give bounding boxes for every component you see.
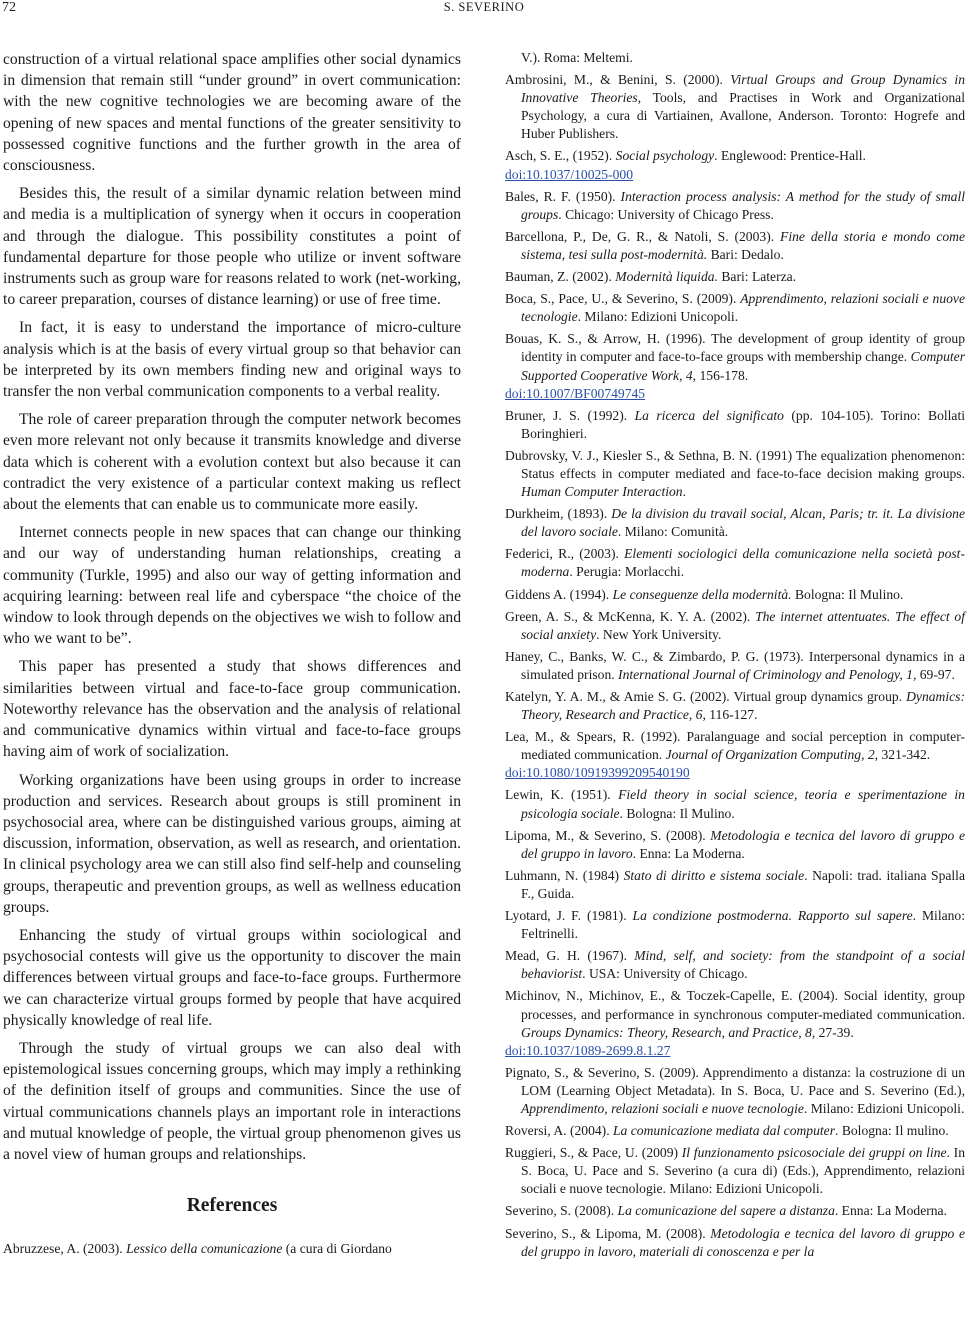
reference-title: Computer Supported Cooperative Work, 4 <box>521 349 965 383</box>
doi-link[interactable]: doi:10.1007/BF00749745 <box>505 385 646 401</box>
left-column <box>3 49 461 1265</box>
body-paragraph: construction of a virtual relational space amplifies other social dynamics in dimension that remain still “under ground” in overt communication: with the new cognitive technologies we are becoming aware of the opening of new spaces and mental functions of the greater sensitivity to possessed cognitive functions and the further growth in the area of consciousness. <box>3 51 461 175</box>
reference-text: Luhmann, N. (1984) <box>505 867 624 883</box>
doi-link[interactable]: doi:10.1037/1089-2699.8.1.27 <box>505 1042 671 1058</box>
reference-title: The internet attentuates. The effect of social anxiety <box>521 608 965 642</box>
reference-text: Michinov, N., Michinov, E., & Toczek-Capelle, E. (2004). Social identity, group processes, and performance in synchronous computer-mediated communication. <box>505 988 965 1022</box>
reference-text: Pignato, S., & Severino, S. (2009). Apprendimento a distanza: la costruzione di un LOM (Learning Object Metadata). In S. Boca, U. Pace and S. Severino (Ed.), <box>505 1064 965 1098</box>
reference-text: Bari: Dedalo. <box>707 246 784 262</box>
reference-entry <box>505 586 965 604</box>
reference-entry <box>505 688 965 724</box>
reference-text: Lyotard, J. F. (1981). <box>505 908 633 924</box>
reference-entry <box>505 786 965 822</box>
reference-text: , 116-127. <box>702 707 758 723</box>
reference-entry <box>505 827 965 863</box>
reference-text: , Tools, and Practises in Work and Organizational Psychology, a cura di Vartiainen, Avallone, Anderson. Toronto: Hogrefe and Huber Publishers. <box>521 90 965 142</box>
reference-text: (pp. 104-105). Torino: Bollati Boringhieri. <box>521 407 966 441</box>
reference-text: Ambrosini, M., & Benini, S. (2000). <box>505 72 731 88</box>
reference-text: Lea, M., & Spears, R. (1992). Paralanguage and social perception in computer-mediated communication. <box>505 729 965 763</box>
reference-title: International Journal of Criminology and Penology, 1 <box>618 666 913 682</box>
reference-text: . <box>682 484 687 500</box>
reference-title: Le conseguenze della modernità. <box>612 586 792 602</box>
reference-entry <box>505 648 965 684</box>
reference-text: . Milano: Feltrinelli. <box>521 908 966 942</box>
reference-entry <box>505 447 965 501</box>
body-paragraph: Working organizations have been using groups in order to increase production and services. Research about groups is still prominent in psychosocial area, where can be distinguished various groups, aiming at discussion, information, observation, as well as research, and orientation. In clinical psychology area we can still also find self-help and counseling groups, therapeutic and prevention groups, as well as wellness education groups. <box>3 771 461 916</box>
references-heading: References <box>186 1195 278 1217</box>
reference-list <box>505 49 965 1265</box>
reference-entry <box>505 1144 965 1198</box>
reference-title: Metodologia e tecnica del lavoro di gruppo e del gruppo in lavoro, materiali di conoscenza e per la <box>521 1225 965 1259</box>
reference-text: . New York University. <box>596 626 722 642</box>
reference-title: La ricerca del significato <box>634 407 784 423</box>
reference-text: Boca, S., Pace, U., & Severino, S. (2009). <box>505 291 741 307</box>
body-paragraph: Through the study of virtual groups we can also deal with epistemological issues concerning groups, which may imply a rethinking of the definition itself of groups and communities. Since the use of virtual communications channels plays an important role in interactions and mutual knowledge of people, the virtual group phenomenon gives us a novel view of human groups and relationships. <box>3 1039 461 1163</box>
reference-title: Dynamics: Theory, Research and Practice, 6 <box>521 689 965 723</box>
reference-entry <box>505 728 965 782</box>
body-paragraph: The role of career preparation through the computer network becomes even more relevant not only because it transmits knowledge and diverse data which is coherent with a evolution context but also because it can contradict the very existence of a particular context making us reflect about the elements that can enable us to communicate more easily. <box>3 411 461 514</box>
reference-entry <box>505 147 965 183</box>
reference-title: Elementi sociologici della comunicazione nella società post-moderna <box>521 546 965 580</box>
reference-text: . Bologna: Il mulino. <box>835 1123 949 1139</box>
page-number: 72 <box>2 0 16 15</box>
reference-text: , 321-342. <box>874 747 931 763</box>
reference-text: Abruzzese, A. (2003). <box>3 1241 127 1257</box>
reference-entry <box>505 290 965 326</box>
reference-title: De la division du travail social, Alcan, Paris; tr. it. La divisione del lavoro sociale <box>521 506 965 540</box>
reference-text: . Enna: La Moderna. <box>834 1203 947 1219</box>
reference-text: Giddens A. (1994). <box>505 586 613 602</box>
reference-entry <box>505 987 965 1059</box>
reference-text: . Milano: Edizioni Unicopoli. <box>577 309 739 325</box>
reference-text: , 69-97. <box>912 666 955 682</box>
reference-title: La condizione postmoderna. Rapporto sul sapere <box>632 908 913 924</box>
reference-entry <box>505 268 965 286</box>
reference-title: Journal of Organization Computing, 2 <box>665 747 875 763</box>
reference-entry <box>505 1122 965 1140</box>
body-paragraph: Enhancing the study of virtual groups within sociological and psychosocial contests will give us the opportunity to discover the main differences between virtual groups and face-to-face groups. Furthermore we can characterize virtual groups formed by people that have acquired physically knowledge of real life. <box>3 926 461 1029</box>
body-paragraph: In fact, it is easy to understand the importance of micro-culture analysis which is at the basis of every virtual group so that behavior can be interpreted by its own members finding new and original ways to transfer the non verbal communication components to a verbal reality. <box>3 319 461 401</box>
reference-entry <box>3 1240 461 1258</box>
reference-text: Bari: Laterza. <box>717 269 797 285</box>
reference-text: Green, A. S., & McKenna, K. Y. A. (2002). <box>505 608 756 624</box>
reference-text: . USA: University of Chicago. <box>582 966 748 982</box>
reference-entry <box>505 907 965 943</box>
reference-title: Apprendimento, relazioni sociali e nuove tecnologie <box>521 1100 804 1116</box>
doi-link[interactable]: doi:10.1080/10919399209540190 <box>505 765 690 781</box>
reference-text: Durkheim, (1893). <box>505 506 612 522</box>
reference-text: . Milano: Edizioni Unicopoli. <box>803 1100 965 1116</box>
reference-text: . Chicago: University of Chicago Press. <box>558 206 774 222</box>
reference-entry <box>505 545 965 581</box>
reference-entry <box>505 947 965 983</box>
reference-text: . Perugia: Morlacchi. <box>569 564 685 580</box>
reference-text: Lipoma, M., & Severino, S. (2008). <box>505 827 711 843</box>
reference-entry <box>505 188 965 224</box>
body-paragraph: Internet connects people in new spaces that can change our thinking and our way of understanding human relationships, creating a community (Turkle, 1995) and also our way of getting information and acquiring learning: between real life and cyberspace “the choice of the window to look through depends on the objectives we wish to follow and who we want to be”. <box>3 524 461 648</box>
reference-title: Lessico della comunicazione <box>126 1241 283 1257</box>
reference-text: . Milano: Comunità. <box>617 524 729 540</box>
reference-text: Dubrovsky, V. J., Kiesler S., & Sethna, B. N. (1991) The equalization phenomenon: Status effects in computer mediated and face-to-face decision making groups. <box>505 447 965 481</box>
reference-title: Social psychology <box>615 148 715 164</box>
doi-link[interactable]: doi:10.1037/10025-000 <box>505 166 634 182</box>
reference-text: Severino, S., & Lipoma, M. (2008). <box>505 1225 711 1241</box>
reference-entry <box>505 228 965 264</box>
reference-text: Roversi, A. (2004). <box>505 1123 613 1139</box>
reference-text: V.). Roma: Meltemi. <box>521 50 633 65</box>
reference-text: . In S. Boca, U. Pace and S. Severino (a cura di) (Eds.), Apprendimento, relazioni sociali e nuove tecnologie. Milano: Edizioni Unicopoli. <box>521 1145 965 1197</box>
reference-entry <box>505 49 965 67</box>
reference-text: , 156-178. <box>692 367 749 383</box>
reference-text: Mead, G. H. (1967). <box>505 948 635 964</box>
body-paragraph: This paper has presented a study that shows differences and similarities between virtual and face-to-face group communication. Noteworthy relevance has the observation and the analysis of relational and communicative dynamics within virtual and face-to-face groups having aim of work of socialization. <box>3 658 461 761</box>
reference-text: . Napoli: trad. italiana Spalla F., Guida. <box>521 867 965 901</box>
reference-text: Bologna: Il Mulino. <box>791 586 904 602</box>
reference-text: Lewin, K. (1951). <box>505 787 619 803</box>
reference-text: Haney, C., Banks, W. C., & Zimbardo, P. G. (1973). Interpersonal dynamics in a simulated prison. <box>505 648 965 682</box>
reference-title: Groups Dynamics: Theory, Research, and Practice, 8 <box>521 1024 812 1040</box>
reference-entry <box>505 1064 965 1118</box>
reference-entry <box>505 608 965 644</box>
reference-text: Asch, S. E., (1952). <box>505 148 616 164</box>
reference-title: Mind, self, and society: from the standpoint of a social behaviorist <box>521 948 966 982</box>
reference-text: , 27-39. <box>811 1024 854 1040</box>
reference-text: Bales, R. F. (1950). <box>505 188 621 204</box>
reference-text: . Enna: La Moderna. <box>632 845 745 861</box>
reference-entry <box>505 71 965 143</box>
reference-text: Federici, R., (2003). <box>505 546 625 562</box>
reference-text: (a cura di Giordano <box>282 1241 392 1257</box>
reference-entry <box>505 867 965 903</box>
reference-title: Modernità liquida. <box>615 269 718 285</box>
running-head: S. SEVERINO <box>443 0 525 14</box>
page-header <box>0 0 968 22</box>
reference-title: La comunicazione del sapere a distanza <box>617 1203 835 1219</box>
reference-entry <box>505 407 965 443</box>
reference-entry <box>505 1202 965 1220</box>
body-paragraph: Besides this, the result of a similar dynamic relation between mind and media is a multiplication of synergy when it occurs in cooperation and through the dialogue. This possibility constitutes a point of fundamental departure for those people who utilize or invent software instruments such as group ware for reasons related to work (net-working, to career preparation, courses of distance learning) or use of free time. <box>3 185 461 309</box>
reference-title: La comunicazione mediata dal computer <box>613 1123 836 1139</box>
reference-title: Interaction process analysis: A method for the study of small groups <box>521 188 965 222</box>
reference-text: Bauman, Z. (2002). <box>505 269 616 285</box>
reference-text: . Englewood: Prentice-Hall. <box>714 148 866 164</box>
reference-title: Human Computer Interaction <box>521 484 683 500</box>
reference-text: Severino, S. (2008). <box>505 1203 618 1219</box>
reference-title: Fine della storia e mondo come sistema, tesi sulla post-modernità. <box>521 228 966 262</box>
reference-text: Bouas, K. S., & Arrow, H. (1996). The development of group identity of group identity in computer and face-to-face groups with membership change. <box>505 331 965 365</box>
reference-entry <box>505 1225 965 1261</box>
reference-text: Katelyn, Y. A. M., & Amie S. G. (2002). Virtual group dynamics group. <box>505 689 907 704</box>
reference-entry <box>505 330 965 402</box>
reference-title: Stato di diritto e sistema sociale <box>623 867 805 883</box>
reference-title: Il funzionamento psicosociale dei gruppi on line <box>681 1145 947 1161</box>
reference-title: Field theory in social science, teoria e sperimentazione in psicologia sociale <box>521 787 965 821</box>
reference-title: Metodologia e tecnica del lavoro di gruppo e del gruppo in lavoro <box>521 827 965 861</box>
reference-title: Virtual Groups and Group Dynamics in Innovative Theories <box>521 72 965 106</box>
reference-text: . Bologna: Il Mulino. <box>619 805 735 821</box>
reference-title: Apprendimento, relazioni sociali e nuove tecnologie <box>521 291 965 325</box>
reference-text: Bruner, J. S. (1992). <box>505 407 635 423</box>
reference-text: Ruggieri, S., & Pace, U. (2009) <box>505 1145 682 1161</box>
reference-entry <box>505 505 965 541</box>
reference-text: Barcellona, P., De, G. R., & Natoli, S. (2003). <box>505 228 781 244</box>
